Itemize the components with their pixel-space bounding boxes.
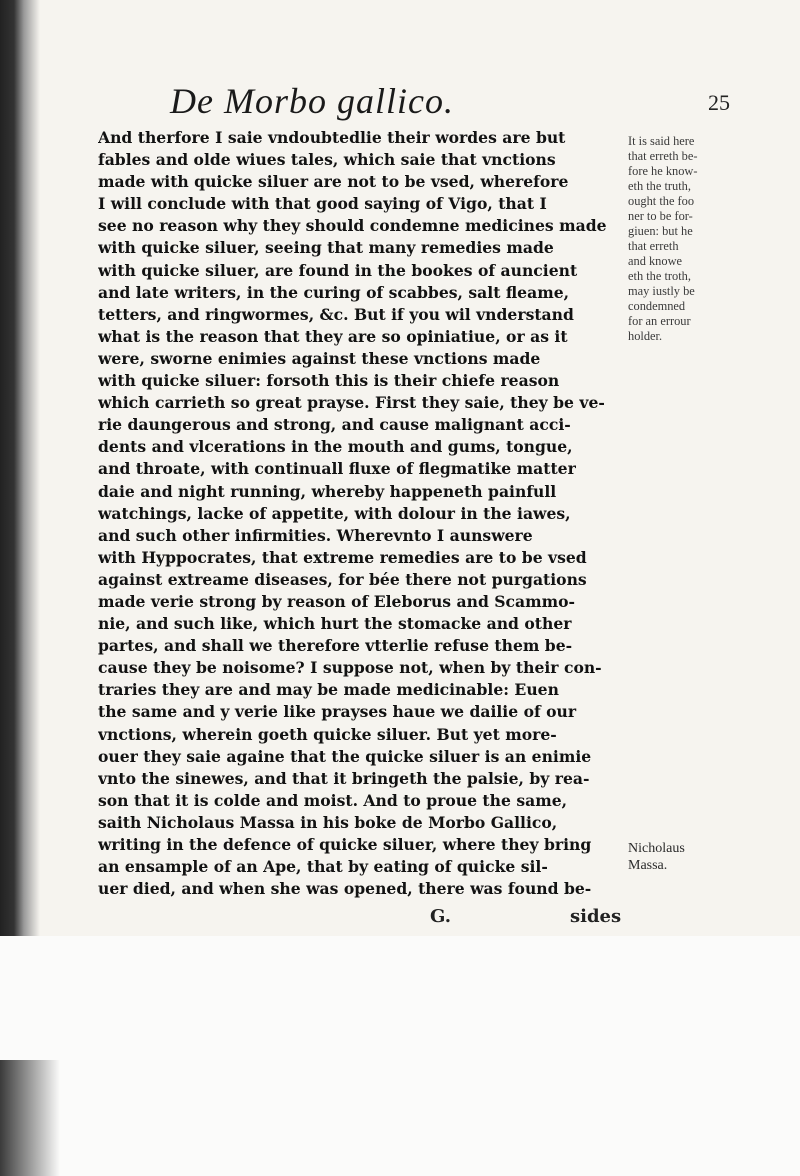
text-line: daie and night running, whereby happeneth painfull — [98, 481, 557, 501]
margin-note-massa — [628, 840, 793, 874]
text-line: tetters, and ringwormes, &c. But if you wil vnderstand — [98, 304, 574, 324]
margin-line: eth the truth, — [628, 179, 691, 193]
text-line: an ensample of an Ape, that by eating of quicke sil- — [98, 857, 548, 877]
margin-line: Nicholaus — [628, 841, 685, 856]
margin-line: Massa. — [628, 858, 668, 873]
text-line: vnto the sinewes, and that it bringeth the palsie, by rea- — [98, 768, 590, 788]
margin-line: holder. — [628, 329, 663, 343]
margin-line: may iustly be — [628, 284, 695, 298]
text-line: ouer they saie againe that the quicke siluer is an enimie — [98, 746, 592, 766]
text-line: writing in the defence of quicke siluer, where they bring — [98, 835, 592, 854]
margin-line: that erreth — [628, 239, 679, 253]
page-header — [170, 80, 730, 130]
text-line: with quicke siluer: forsoth this is their chiefe reason — [98, 371, 560, 391]
text-line: fables and olde wiues tales, which saie that vnctions — [98, 150, 556, 170]
catchword: sides — [570, 906, 622, 927]
body-text — [98, 127, 613, 900]
text-line: with quicke siluer, seeing that many remedies made — [98, 238, 554, 258]
text-line: with Hyppocrates, that extreme remedies are to be vsed — [98, 547, 587, 567]
text-line: see no reason why they should condemne medicines made — [98, 216, 607, 236]
margin-note-error — [628, 134, 793, 344]
blank-lower-area — [0, 936, 800, 1176]
text-line: the same and y verie like prayses haue we dailie of our — [98, 702, 577, 722]
page-number: 25 — [708, 90, 730, 115]
text-line: saith Nicholaus Massa in his boke de Morbo Gallico, — [98, 812, 558, 832]
text-line: with quicke siluer, are found in the bookes of auncient — [98, 260, 578, 280]
margin-line: for an errour — [628, 314, 691, 328]
text-line: son that it is colde and moist. And to proue the same, — [98, 790, 568, 810]
text-line: nie, and such like, which hurt the stomacke and other — [98, 614, 572, 634]
margin-line: ner to be for- — [628, 209, 693, 223]
text-line: watchings, lacke of appetite, with dolour in the iawes, — [98, 503, 571, 523]
text-line: made verie strong by reason of Eleborus and Scammo- — [98, 591, 576, 611]
running-head: De Morbo gallico. — [170, 81, 454, 121]
text-line: what is the reason that they are so opiniatiue, or as it — [98, 326, 568, 346]
margin-line: fore he know- — [628, 164, 698, 178]
text-line: dents and vlcerations in the mouth and gums, tongue, — [98, 437, 573, 457]
margin-line: condemned — [628, 299, 686, 313]
margin-line: giuen: but he — [628, 224, 693, 238]
margin-line: eth the troth, — [628, 269, 691, 283]
page-footer — [0, 906, 800, 930]
signature-mark: G. — [430, 906, 451, 927]
margin-line: and knowe — [628, 254, 683, 268]
margin-line: ought the foo — [628, 194, 695, 208]
text-line: which carrieth so great prayse. First they saie, they be ve- — [98, 393, 605, 413]
text-line: And therfore I saie vndoubtedlie their wordes are but — [98, 128, 566, 147]
text-line: rie daungerous and strong, and cause malignant acci- — [98, 415, 571, 435]
text-line: traries they are and may be made medicinable: Euen — [98, 680, 559, 700]
text-line: partes, and shall we therefore vtterlie refuse them be- — [98, 636, 573, 656]
margin-line: that erreth be- — [628, 149, 698, 163]
text-line: and throate, with continuall fluxe of flegmatike matter — [98, 459, 576, 479]
text-line: were, sworne enimies against these vnctions made — [98, 348, 541, 368]
text-line: and late writers, in the curing of scabbes, salt fleame, — [98, 282, 570, 302]
scan-edge-shadow — [0, 1060, 60, 1176]
text-line: cause they be noisome? I suppose not, when by their con- — [98, 658, 602, 678]
text-line: and such other infirmities. Wherevnto I aunswere — [98, 525, 533, 545]
text-line: uer died, and when she was opened, there was found be- — [98, 879, 592, 899]
text-line: against extreame diseases, for bée there not purgations — [98, 569, 587, 589]
text-line: I will conclude with that good saying of Vigo, that I — [98, 194, 547, 214]
text-line: vnctions, wherein goeth quicke siluer. But yet more- — [98, 724, 557, 744]
text-line: made with quicke siluer are not to be vsed, wherefore — [98, 172, 569, 192]
margin-line: It is said here — [628, 134, 695, 148]
